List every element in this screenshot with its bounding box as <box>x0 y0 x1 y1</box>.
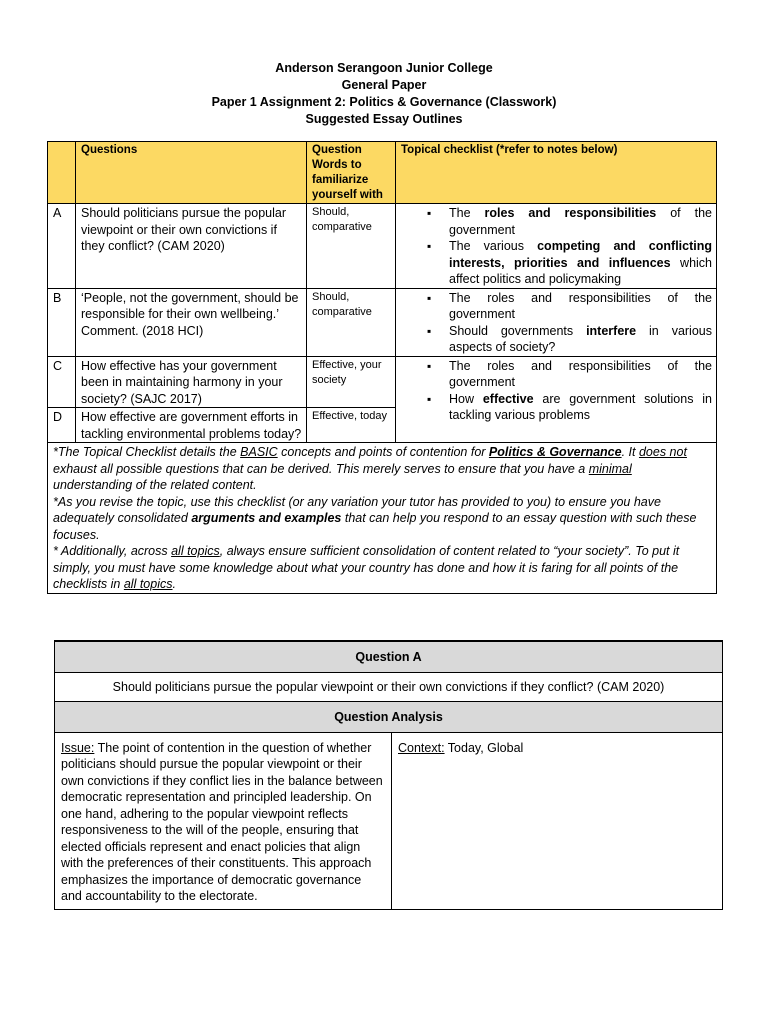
note-2: *As you revise the topic, use this checklist (or any variation your tutor has provided to you) to ensure you have adequately consolidated arguments and examples that can help you respond to an essay question with such these focuses. <box>53 494 697 542</box>
question-a-text: Should politicians pursue the popular viewpoint or their own convictions if they conflict? (CAM 2020) <box>55 672 723 702</box>
table-row <box>48 204 717 289</box>
document-subtitle: Suggested Essay Outlines <box>305 112 463 126</box>
checklist-notes <box>48 443 717 594</box>
question-title-row <box>55 641 723 672</box>
notes-row <box>48 443 717 594</box>
issue-label: Issue: <box>61 740 95 755</box>
header-topical-checklist: Topical checklist (*refer to notes below) <box>396 142 717 204</box>
subject-name: General Paper <box>341 78 427 92</box>
analysis-title-row <box>55 702 723 733</box>
assignment-title: Paper 1 Assignment 2: Politics & Governance (Classwork) <box>211 95 557 109</box>
table-row <box>48 356 717 408</box>
table-header-row <box>48 142 717 204</box>
essay-outline-table <box>47 141 717 594</box>
document-header <box>0 60 768 128</box>
row-question-words: Should, comparative <box>307 204 396 289</box>
issue-text: The point of contention in the question of whether politicians should pursue the popular viewpoint or their own convictions if they conflict lies in the balance between democratic representation and principled leadership. On one hand, adhering to the popular viewpoint reflects responsiveness to the will of the people, ensuring that elected officials represent and enact policies that align with the preferences of their constituents. This approach emphasizes the importance of democratic governance and accountability to the electorate. <box>61 740 383 903</box>
checklist-item: ▪ How effective are government solutions in tackling various problems <box>449 391 712 424</box>
table-row <box>48 288 717 356</box>
question-text-row <box>55 672 723 702</box>
context-text: Today, Global <box>444 740 524 755</box>
row-question: How effective are government efforts in tackling environmental problems today? <box>76 408 307 443</box>
checklist-item: ▪ The various competing and conflicting interests, priorities and influences which affect politics and policymaking <box>449 238 712 288</box>
checklist-item: ▪ Should governments interfere in various aspects of society? <box>449 323 712 356</box>
row-question-words: Effective, today <box>307 408 396 443</box>
header-letter-cell <box>48 142 76 204</box>
row-question: Should politicians pursue the popular viewpoint or their own convictions if they conflict? (CAM 2020) <box>76 204 307 289</box>
context-label: Context: <box>398 740 445 755</box>
issue-cell <box>55 732 392 909</box>
header-questions: Questions <box>76 142 307 204</box>
college-name: Anderson Serangoon Junior College <box>275 61 493 75</box>
row-letter: D <box>48 408 76 443</box>
row-letter: B <box>48 288 76 356</box>
question-a-table <box>54 640 723 910</box>
checklist-item: ▪ The roles and responsibilities of the government <box>449 358 712 391</box>
note-3: * Additionally, across all topics, always ensure sufficient consolidation of content related to “your society”. To put it simply, you must have some knowledge about what your country has done and how it is faring for all points of the checklists in all topics. <box>53 544 680 591</box>
row-letter: C <box>48 356 76 408</box>
question-analysis-title: Question Analysis <box>55 702 723 733</box>
analysis-row <box>55 732 723 909</box>
row-question-words: Effective, your society <box>307 356 396 408</box>
row-question: ‘People, not the government, should be responsible for their own wellbeing.’ Comment. (2018 HCI) <box>76 288 307 356</box>
row-question: How effective has your government been in maintaining harmony in your society? (SAJC 2017) <box>76 356 307 408</box>
note-1: *The Topical Checklist details the BASIC concepts and points of contention for Politics & Governance. It does not exhaust all possible questions that can be derived. This merely serves to ensure that you have a minimal understanding of the related content. <box>53 445 687 492</box>
header-question-words: Question Words to familiarize yourself with <box>307 142 396 204</box>
checklist-cell <box>396 356 717 443</box>
row-letter: A <box>48 204 76 289</box>
question-a-title: Question A <box>55 641 723 672</box>
checklist-cell <box>396 204 717 289</box>
context-cell <box>392 732 723 909</box>
checklist-item: ▪ The roles and responsibilities of the government <box>449 290 712 323</box>
row-question-words: Should, comparative <box>307 288 396 356</box>
checklist-cell <box>396 288 717 356</box>
checklist-item: ▪ The roles and responsibilities of the government <box>449 205 712 238</box>
